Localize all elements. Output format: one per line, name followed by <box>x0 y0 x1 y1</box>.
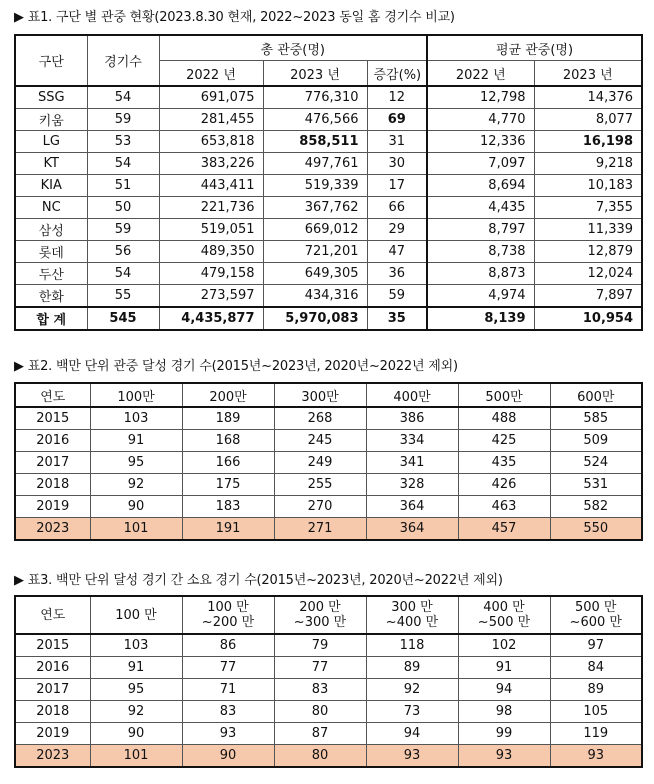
value-cell: 270 <box>274 496 366 518</box>
avg-2023-cell: 9,218 <box>534 153 642 175</box>
games-count: 56 <box>87 241 159 263</box>
total-2023-cell: 776,310 <box>263 86 367 109</box>
total-2023-cell: 497,761 <box>263 153 367 175</box>
header-total-2023: 2023 년 <box>263 61 367 87</box>
year-cell: 2016 <box>15 430 90 452</box>
value-cell: 271 <box>274 518 366 541</box>
table-row <box>15 679 642 701</box>
value-cell: 166 <box>182 452 274 474</box>
total-2023-cell: 721,201 <box>263 241 367 263</box>
value-cell: 92 <box>90 701 182 723</box>
avg-2023-cell: 14,376 <box>534 86 642 109</box>
value-cell: 102 <box>458 634 550 657</box>
team-name: KIA <box>15 175 87 197</box>
column-header <box>15 596 90 634</box>
value-cell: 91 <box>90 430 182 452</box>
total-2022-cell: 221,736 <box>159 197 263 219</box>
value-cell: 488 <box>458 407 550 430</box>
change-cell: 36 <box>367 263 427 285</box>
total-2023-cell: 367,762 <box>263 197 367 219</box>
value-cell: 91 <box>90 657 182 679</box>
table-row <box>15 285 642 308</box>
avg-2022-cell: 8,694 <box>427 175 534 197</box>
games-count: 59 <box>87 109 159 131</box>
value-cell: 168 <box>182 430 274 452</box>
change-cell: 59 <box>367 285 427 308</box>
value-cell: 550 <box>550 518 642 541</box>
total-avg-2022: 8,139 <box>427 307 534 330</box>
value-cell: 98 <box>458 701 550 723</box>
value-cell: 268 <box>274 407 366 430</box>
team-name: 롯데 <box>15 241 87 263</box>
header-avg-2023: 2023 년 <box>534 61 642 87</box>
column-header: 300만 <box>274 383 366 407</box>
games-count: 59 <box>87 219 159 241</box>
change-cell: 29 <box>367 219 427 241</box>
table-row <box>15 634 642 657</box>
team-name: LG <box>15 131 87 153</box>
value-cell: 118 <box>366 634 458 657</box>
value-cell: 77 <box>274 657 366 679</box>
column-header: 100만 <box>90 383 182 407</box>
avg-2023-cell: 7,355 <box>534 197 642 219</box>
value-cell: 585 <box>550 407 642 430</box>
value-cell: 93 <box>458 745 550 768</box>
column-header-line1: 400 만 <box>483 600 525 615</box>
value-cell: 245 <box>274 430 366 452</box>
table-row <box>15 452 642 474</box>
avg-2022-cell: 8,797 <box>427 219 534 241</box>
table-row <box>15 701 642 723</box>
value-cell: 531 <box>550 474 642 496</box>
value-cell: 86 <box>182 634 274 657</box>
value-cell: 92 <box>366 679 458 701</box>
column-header-line1: 500 만 <box>574 600 617 615</box>
games-count: 54 <box>87 263 159 285</box>
column-header <box>550 596 642 634</box>
table-row <box>15 219 642 241</box>
avg-2022-cell: 12,336 <box>427 131 534 153</box>
value-cell: 95 <box>90 679 182 701</box>
value-cell: 79 <box>274 634 366 657</box>
value-cell: 87 <box>274 723 366 745</box>
avg-2023-cell: 16,198 <box>534 131 642 153</box>
games-count: 54 <box>87 153 159 175</box>
avg-2023-cell: 12,879 <box>534 241 642 263</box>
value-cell: 89 <box>366 657 458 679</box>
change-cell: 31 <box>367 131 427 153</box>
column-header-line2: ~300 만 <box>293 615 347 630</box>
total-2022-cell: 479,158 <box>159 263 263 285</box>
header-total-2022: 2022 년 <box>159 61 263 87</box>
value-cell: 94 <box>458 679 550 701</box>
table-row <box>15 496 642 518</box>
year-cell: 2018 <box>15 701 90 723</box>
table1-caption: ▶ 표1. 구단 별 관중 현황(2023.8.30 현재, 2022~2023 동일 홈 경기수 비교) <box>14 10 455 25</box>
value-cell: 255 <box>274 474 366 496</box>
column-header-line1: 100 만 <box>207 600 249 615</box>
year-cell: 2015 <box>15 407 90 430</box>
value-cell: 94 <box>366 723 458 745</box>
total-2022-cell: 489,350 <box>159 241 263 263</box>
value-cell: 582 <box>550 496 642 518</box>
total-2022-cell: 691,075 <box>159 86 263 109</box>
table-row <box>15 474 642 496</box>
value-cell: 95 <box>90 452 182 474</box>
value-cell: 119 <box>550 723 642 745</box>
value-cell: 80 <box>274 745 366 768</box>
avg-2022-cell: 8,738 <box>427 241 534 263</box>
value-cell: 73 <box>366 701 458 723</box>
column-header: 500만 <box>458 383 550 407</box>
value-cell: 84 <box>550 657 642 679</box>
value-cell: 463 <box>458 496 550 518</box>
team-name: 두산 <box>15 263 87 285</box>
value-cell: 364 <box>366 496 458 518</box>
year-cell: 2017 <box>15 452 90 474</box>
team-name: 삼성 <box>15 219 87 241</box>
column-header: 400만 <box>366 383 458 407</box>
value-cell: 77 <box>182 657 274 679</box>
value-cell: 249 <box>274 452 366 474</box>
avg-2023-cell: 7,897 <box>534 285 642 308</box>
header-team: 구단 <box>15 35 87 86</box>
total-2023-cell: 519,339 <box>263 175 367 197</box>
value-cell: 89 <box>550 679 642 701</box>
total-2022-cell: 653,818 <box>159 131 263 153</box>
total-2022-cell: 273,597 <box>159 285 263 308</box>
total-2023-cell: 434,316 <box>263 285 367 308</box>
column-header <box>458 596 550 634</box>
value-cell: 83 <box>182 701 274 723</box>
change-cell: 12 <box>367 86 427 109</box>
value-cell: 426 <box>458 474 550 496</box>
table-row <box>15 153 642 175</box>
total-2023: 5,970,083 <box>263 307 367 330</box>
total-avg-2023: 10,954 <box>534 307 642 330</box>
value-cell: 183 <box>182 496 274 518</box>
table2-caption: ▶ 표2. 백만 단위 관중 달성 경기 수(2015년~2023년, 2020년~2022년 제외) <box>14 359 458 374</box>
total-2023-cell: 858,511 <box>263 131 367 153</box>
value-cell: 189 <box>182 407 274 430</box>
header-average-attendance: 평균 관중(명) <box>427 35 642 61</box>
value-cell: 364 <box>366 518 458 541</box>
value-cell: 103 <box>90 407 182 430</box>
value-cell: 101 <box>90 518 182 541</box>
change-cell: 17 <box>367 175 427 197</box>
attendance-by-team-table <box>14 34 643 331</box>
table-row <box>15 175 642 197</box>
value-cell: 71 <box>182 679 274 701</box>
value-cell: 425 <box>458 430 550 452</box>
header-change: 증감(%) <box>367 61 427 87</box>
avg-2022-cell: 8,873 <box>427 263 534 285</box>
games-count: 53 <box>87 131 159 153</box>
avg-2022-cell: 4,435 <box>427 197 534 219</box>
table-row <box>15 197 642 219</box>
table-row <box>15 131 642 153</box>
table-row-total <box>15 307 642 330</box>
table-row <box>15 263 642 285</box>
value-cell: 97 <box>550 634 642 657</box>
value-cell: 101 <box>90 745 182 768</box>
games-count: 50 <box>87 197 159 219</box>
total-2022-cell: 443,411 <box>159 175 263 197</box>
team-name: NC <box>15 197 87 219</box>
team-name: SSG <box>15 86 87 109</box>
avg-2023-cell: 12,024 <box>534 263 642 285</box>
avg-2023-cell: 8,077 <box>534 109 642 131</box>
value-cell: 524 <box>550 452 642 474</box>
total-2023-cell: 476,566 <box>263 109 367 131</box>
table-row <box>15 241 642 263</box>
total-2022-cell: 519,051 <box>159 219 263 241</box>
value-cell: 80 <box>274 701 366 723</box>
total-games: 545 <box>87 307 159 330</box>
avg-2023-cell: 10,183 <box>534 175 642 197</box>
total-change: 35 <box>367 307 427 330</box>
total-2023-cell: 669,012 <box>263 219 367 241</box>
change-cell: 47 <box>367 241 427 263</box>
table-row <box>15 407 642 430</box>
value-cell: 90 <box>182 745 274 768</box>
year-cell: 2019 <box>15 496 90 518</box>
column-header-line1: 300 만 <box>391 600 433 615</box>
year-cell: 2019 <box>15 723 90 745</box>
table-row <box>15 745 642 768</box>
table-row <box>15 518 642 541</box>
avg-2023-cell: 11,339 <box>534 219 642 241</box>
column-header-line1: 100 만 <box>115 607 157 623</box>
column-header <box>274 596 366 634</box>
value-cell: 83 <box>274 679 366 701</box>
year-cell: 2016 <box>15 657 90 679</box>
column-header <box>366 596 458 634</box>
million-milestone-games-table <box>14 382 643 541</box>
year-cell: 2023 <box>15 745 90 768</box>
team-name: KT <box>15 153 87 175</box>
header-avg-2022: 2022 년 <box>427 61 534 87</box>
year-cell: 2017 <box>15 679 90 701</box>
value-cell: 435 <box>458 452 550 474</box>
column-header-line2: ~500 만 <box>477 615 531 630</box>
total-2022: 4,435,877 <box>159 307 263 330</box>
games-count: 55 <box>87 285 159 308</box>
avg-2022-cell: 4,770 <box>427 109 534 131</box>
change-cell: 69 <box>367 109 427 131</box>
total-label: 합 계 <box>15 307 87 330</box>
column-header-line1: 200 만 <box>299 600 341 615</box>
value-cell: 90 <box>90 496 182 518</box>
table3-caption: ▶ 표3. 백만 단위 달성 경기 간 소요 경기 수(2015년~2023년, 2020년~2022년 제외) <box>14 573 503 588</box>
column-header: 연도 <box>15 383 90 407</box>
value-cell: 457 <box>458 518 550 541</box>
value-cell: 93 <box>550 745 642 768</box>
total-2022-cell: 383,226 <box>159 153 263 175</box>
avg-2022-cell: 7,097 <box>427 153 534 175</box>
games-count: 54 <box>87 86 159 109</box>
value-cell: 334 <box>366 430 458 452</box>
value-cell: 99 <box>458 723 550 745</box>
team-name: 한화 <box>15 285 87 308</box>
header-total-attendance: 총 관중(명) <box>159 35 427 61</box>
avg-2022-cell: 4,974 <box>427 285 534 308</box>
value-cell: 191 <box>182 518 274 541</box>
table-row <box>15 723 642 745</box>
table-row <box>15 109 642 131</box>
value-cell: 93 <box>366 745 458 768</box>
column-header-line2: ~600 만 <box>569 615 622 630</box>
column-header: 600만 <box>550 383 642 407</box>
year-cell: 2015 <box>15 634 90 657</box>
value-cell: 90 <box>90 723 182 745</box>
change-cell: 66 <box>367 197 427 219</box>
games-count: 51 <box>87 175 159 197</box>
table-row <box>15 657 642 679</box>
value-cell: 175 <box>182 474 274 496</box>
column-header <box>90 596 182 634</box>
change-cell: 30 <box>367 153 427 175</box>
table-row <box>15 430 642 452</box>
avg-2022-cell: 12,798 <box>427 86 534 109</box>
value-cell: 91 <box>458 657 550 679</box>
column-header-line1: 연도 <box>40 607 66 623</box>
column-header-line2: ~400 만 <box>385 615 439 630</box>
value-cell: 93 <box>182 723 274 745</box>
column-header <box>182 596 274 634</box>
value-cell: 103 <box>90 634 182 657</box>
total-2022-cell: 281,455 <box>159 109 263 131</box>
value-cell: 328 <box>366 474 458 496</box>
value-cell: 341 <box>366 452 458 474</box>
header-games: 경기수 <box>87 35 159 86</box>
team-name: 키움 <box>15 109 87 131</box>
column-header-line2: ~200 만 <box>201 615 255 630</box>
year-cell: 2023 <box>15 518 90 541</box>
value-cell: 509 <box>550 430 642 452</box>
year-cell: 2018 <box>15 474 90 496</box>
table-row <box>15 86 642 109</box>
value-cell: 386 <box>366 407 458 430</box>
games-between-milestones-table <box>14 595 643 768</box>
value-cell: 92 <box>90 474 182 496</box>
column-header: 200만 <box>182 383 274 407</box>
total-2023-cell: 649,305 <box>263 263 367 285</box>
value-cell: 105 <box>550 701 642 723</box>
